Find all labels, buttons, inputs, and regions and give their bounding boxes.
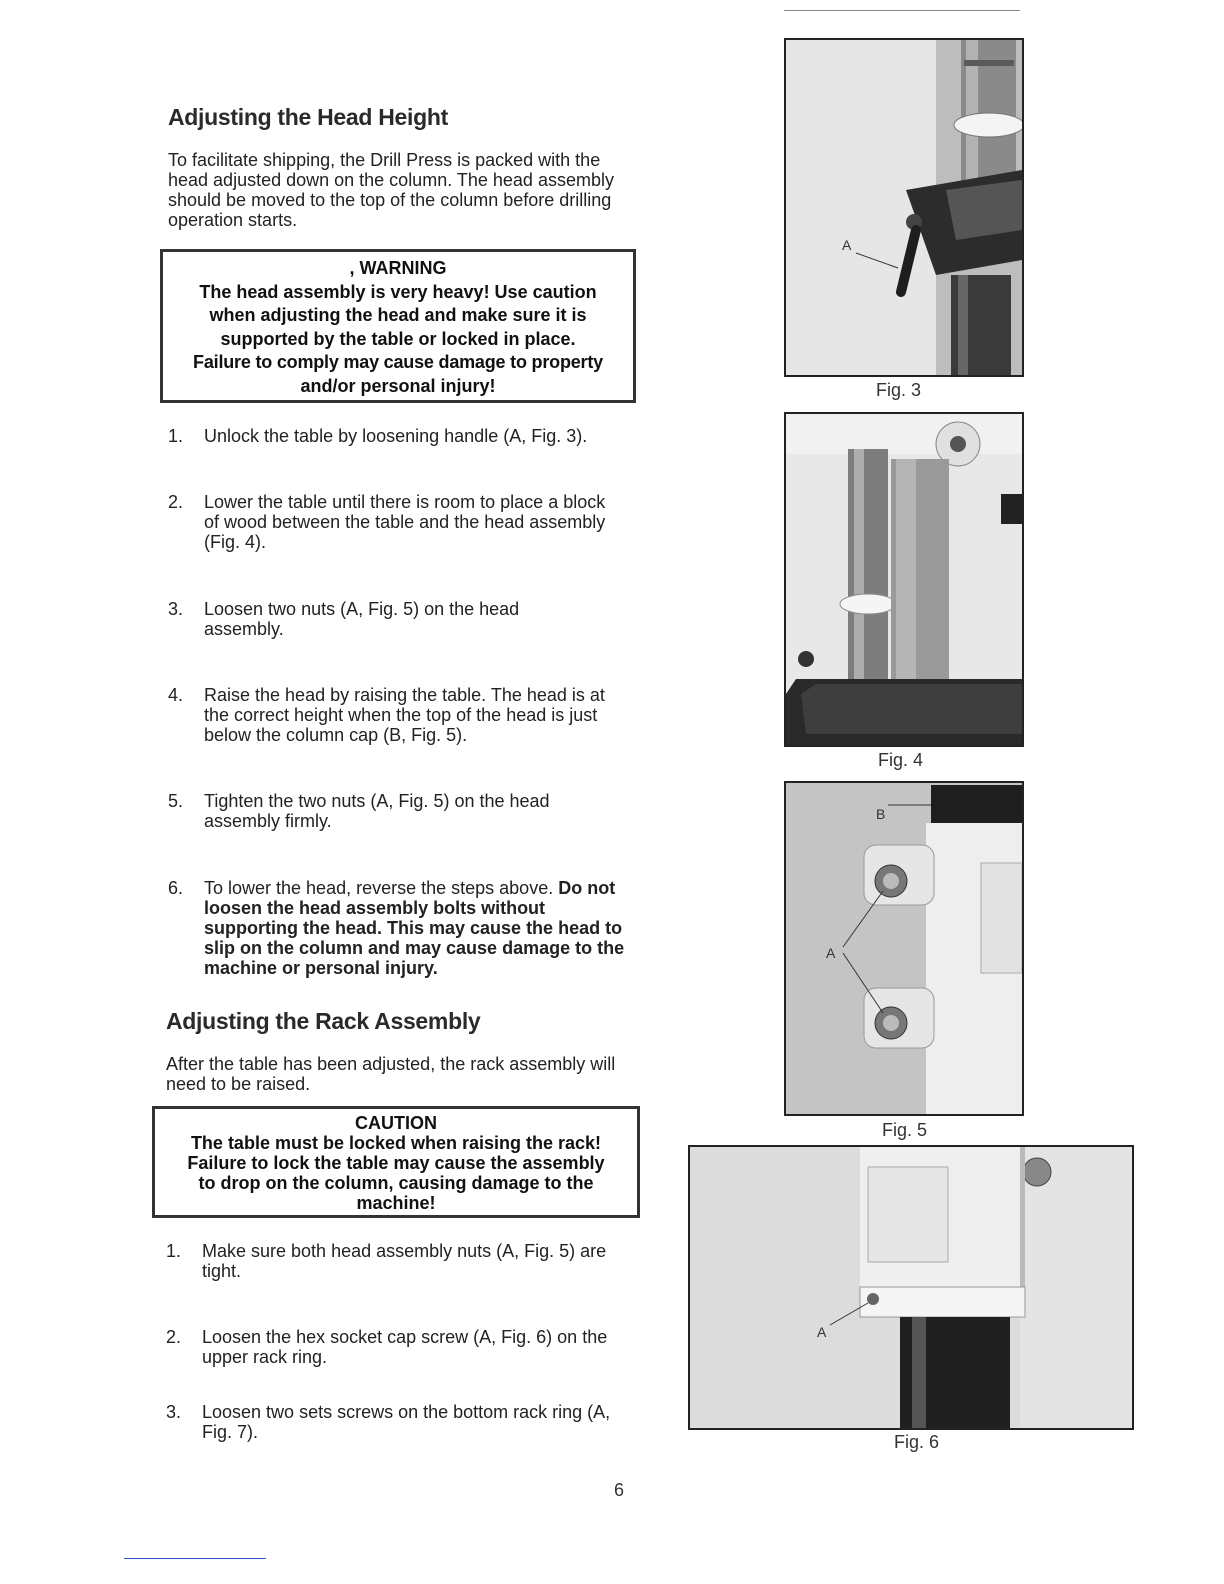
warning-line: and/or personal injury!: [300, 375, 496, 396]
bottom-rule: [124, 1558, 266, 1559]
fig5-label-b: B: [876, 806, 886, 822]
heading-head-height: Adjusting the Head Height: [168, 104, 449, 130]
warning-line: The head assembly is very heavy! Use caution: [199, 281, 597, 302]
warning-title: , WARNING: [349, 258, 447, 278]
warning-box: [160, 249, 636, 403]
step-6-bold: Do not loosen the head assembly bolts without supporting the head. This may cause the head to slip on the column and may cause damage to the machine or personal injury.: [204, 878, 625, 978]
fig3-label-a: A: [842, 237, 852, 253]
fig6-label-a: A: [817, 1324, 827, 1340]
warning-line: Failure to comply may cause damage to property: [193, 352, 603, 372]
caution-box: [152, 1106, 640, 1218]
step-6-text: To lower the head, reverse the steps above.: [204, 878, 554, 898]
warning-line: when adjusting the head and make sure it is: [209, 305, 587, 325]
figure-4-photo: [784, 412, 1024, 747]
caution-line: machine!: [356, 1193, 436, 1213]
intro-head-height: To facilitate shipping, the Drill Press is packed with the head adjusted down on the column. The head assembly should be moved to the top of the column before drilling operation starts.: [168, 150, 614, 230]
figure-3-caption: Fig. 3: [876, 380, 922, 400]
caution-line: to drop on the column, causing damage to the: [198, 1173, 594, 1193]
figure-3-photo: [784, 38, 1024, 377]
caution-line: The table must be locked when raising the rack!: [190, 1133, 602, 1153]
caution-title: CAUTION: [355, 1113, 437, 1133]
figure-6-caption: Fig. 6: [894, 1432, 940, 1452]
fig5-label-a: A: [826, 945, 836, 961]
warning-line: supported by the table or locked in place.: [220, 328, 576, 349]
intro-rack-assembly: After the table has been adjusted, the rack assembly will need to be raised.: [166, 1054, 616, 1094]
figure-4-caption: Fig. 4: [878, 750, 924, 770]
top-rule: [784, 10, 1020, 11]
page-number: 6: [614, 1480, 625, 1500]
figure-6-photo: [688, 1145, 1134, 1430]
figure-5-caption: Fig. 5: [882, 1120, 928, 1140]
figure-5-photo: [784, 781, 1024, 1116]
caution-line: Failure to lock the table may cause the assembly: [187, 1153, 605, 1173]
heading-rack-assembly: Adjusting the Rack Assembly: [166, 1008, 481, 1034]
